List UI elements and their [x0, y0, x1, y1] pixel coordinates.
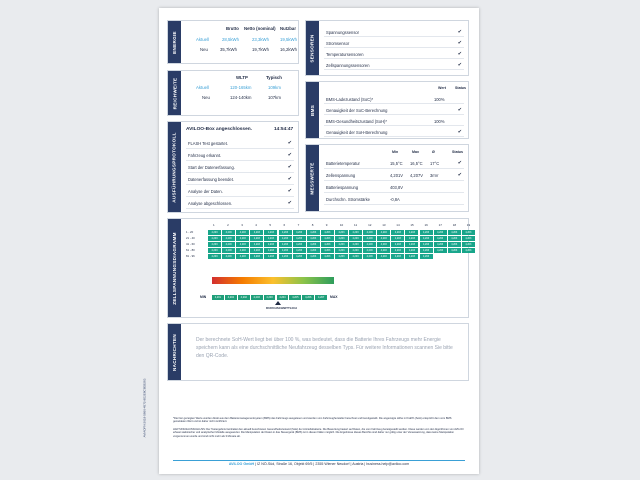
messages-panel	[167, 323, 469, 381]
cell-value: 4,203	[462, 248, 476, 253]
cell-value: 4,203	[434, 248, 448, 253]
range-band: REICHWEITE	[168, 71, 181, 115]
sensors-band: SENSOREN	[306, 21, 319, 75]
check-icon: ✔	[457, 106, 462, 113]
cell-value: 4,203	[279, 254, 293, 259]
cell-column-label: 9	[325, 223, 328, 227]
cell-value: 4,203	[349, 236, 363, 241]
measurement-value: 4,207V	[410, 173, 423, 178]
messages-text: Der berechnete SoH-Wert liegt bei über 100 %, was bedeutet, dass die Batterie Ihres Fahrzeugs mehr Energie speichern kann als eine durchschnittliche Neufahrzeug desselben Typs. Für weitere Informationen scannen Sie bitte den QR-Code.	[196, 337, 453, 359]
cell-value: 4,203	[293, 254, 307, 259]
cell-value: 4,203	[462, 242, 476, 247]
protocol-step-label: Fahrzeug erkannt.	[188, 153, 222, 158]
sensors-panel	[305, 20, 469, 76]
bms-header-value: Wert	[438, 86, 446, 90]
cell-value: 4,203	[208, 242, 222, 247]
scale-value: 4,206	[302, 295, 315, 300]
cell-value: 4,203	[321, 236, 335, 241]
protocol-step-label: Datenerfassung beendet.	[188, 177, 234, 182]
cell-column-label: 14	[396, 223, 400, 227]
cell-column-label: 19	[466, 223, 471, 227]
check-icon: ✔	[457, 50, 462, 57]
cell-value: 4,203	[377, 254, 391, 259]
cell-value: 4,203	[222, 230, 236, 235]
footer-divider	[173, 460, 465, 461]
cell-value: 4,203	[264, 230, 278, 235]
protocol-time: 14:54:47	[274, 127, 294, 132]
cell-value: 4,203	[264, 242, 278, 247]
meas-header-max: Max	[412, 150, 419, 154]
cell-column-label: 1	[213, 223, 215, 227]
check-icon: ✔	[457, 172, 462, 178]
cell-value: 4,203	[420, 230, 434, 235]
cell-value: 4,203	[208, 230, 222, 235]
measurement-value: 403,8V	[390, 185, 403, 190]
check-icon: ✔	[287, 200, 292, 206]
cell-column-label: 3	[241, 223, 243, 227]
cell-value: 4,203	[208, 248, 222, 253]
cell-value: 4,203	[208, 236, 222, 241]
check-icon: ✔	[287, 188, 292, 194]
measurement-value: 17°C	[430, 161, 440, 166]
check-icon: ✔	[457, 61, 462, 68]
cell-column-label: 4	[255, 223, 257, 227]
cell-value: 4,203	[405, 254, 419, 259]
bms-panel	[305, 81, 469, 139]
energy-cell: 16,2kWh	[280, 47, 297, 52]
cell-value: 4,203	[250, 254, 264, 259]
energy-cell: 35,7kWh	[220, 47, 237, 52]
bms-header-status: Status	[455, 86, 466, 90]
measurement-row	[324, 170, 464, 181]
cell-value: 4,203	[434, 242, 448, 247]
cell-value: 4,203	[307, 230, 321, 235]
cell-column-label: 2	[227, 223, 229, 227]
scale-value: 4,203	[251, 295, 264, 300]
cell-value: 4,203	[307, 248, 321, 253]
cell-value: 4,203	[264, 254, 278, 259]
footer-city: 2355 Wiener Neudorf	[315, 462, 350, 466]
cell-value: 4,203	[307, 242, 321, 247]
cell-value: 4,203	[293, 230, 307, 235]
average-marker-label: DURCHSCHNITTLICH	[266, 306, 297, 310]
footer: AVILOO GmbH | IZ NÖ-Süd, Straße 16, Objekt 69/5 | 2355 Wiener Neudorf | Austria | business.help@aviloo.com	[228, 462, 410, 466]
measurements-band: MESSWERTE	[306, 145, 319, 211]
cell-value: 4,203	[363, 254, 377, 259]
footer-company: AVILOO GmbH	[228, 462, 255, 466]
cell-value: 4,203	[222, 242, 236, 247]
scale-value: 4,205	[289, 295, 302, 300]
range-cell: 124-140km	[230, 95, 252, 100]
measurement-value: 16,5°C	[410, 161, 423, 166]
cell-value: 4,203	[391, 248, 405, 253]
energy-header-1: Brutto	[226, 26, 239, 31]
cell-column-label: 15	[410, 223, 414, 227]
check-icon: ✔	[457, 28, 462, 35]
cell-value: 4,203	[250, 236, 264, 241]
cell-value: 4,203	[321, 230, 335, 235]
sensor-row	[324, 60, 464, 70]
cell-value: 4,203	[448, 236, 462, 241]
cell-row-label: 61 - 80	[186, 248, 195, 252]
cell-column-label: 10	[339, 223, 344, 227]
cell-value: 4,203	[208, 254, 222, 259]
disclaimer-text: HAFTUNGSAUSSCHLUSS: Der Testergebnis beinhaltet den aktuell berechneten Gesundheitszustand (SoH) der Antriebsbatterie. Die Bewertung basiert auf Daten, die vom Fahrzeug bereitgestellt werden. Diese werden von den Algorithmen von AVILOO erfasst statistischer und analytischer Modelle ausgewertet. Die Manipulation der Daten in das Steuergerät (BMS) ist in diesen Fällen möglich. Die Ergebnisse dieses Berichts sind daher nur gültig unter der Voraussetzung, dass keine Manipulation vorgenommen wurde und sind nicht mehr als 3 Monate alt.	[173, 428, 464, 438]
cell-value: 4,203	[335, 236, 349, 241]
range-header-2: Typisch	[266, 75, 282, 80]
scale-value: 4,202	[238, 295, 251, 300]
cell-column-label: 8	[311, 223, 314, 227]
cell-column-label: 5	[269, 223, 272, 227]
check-icon: ✔	[287, 176, 292, 182]
sensor-row	[324, 38, 464, 48]
cell-value: 4,203	[448, 248, 462, 253]
sensor-row	[324, 49, 464, 59]
sensor-row	[324, 27, 464, 37]
bms-row	[324, 94, 464, 104]
protocol-panel	[167, 121, 299, 213]
cell-value: 4,203	[391, 230, 405, 235]
cell-column-label: 17	[438, 223, 442, 227]
cell-column-label: 12	[368, 223, 372, 227]
check-icon: ✔	[287, 164, 292, 170]
bms-label: BMS-Ladezustand (SoC)*	[326, 96, 374, 102]
cell-row-label: 81 - 96	[186, 254, 195, 258]
sensor-label: Temperatursensoren	[326, 51, 364, 57]
cell-value: 4,203	[391, 254, 405, 259]
bms-value: 100%	[434, 96, 445, 102]
range-row-label: Aktuell	[196, 85, 209, 90]
scale-min-label: MIN	[200, 295, 207, 299]
cell-row-label: 41 - 60	[186, 242, 195, 246]
check-icon: ✔	[457, 128, 462, 135]
protocol-step-label: Start der Datenerfassung.	[188, 165, 235, 170]
cell-value: 4,203	[448, 230, 462, 235]
cell-value: 4,203	[335, 248, 349, 253]
cell-value: 4,203	[420, 254, 434, 259]
cell-value: 4,203	[264, 248, 278, 253]
cell-value: 4,203	[236, 254, 250, 259]
scale-max-label: MAX	[330, 295, 338, 299]
protocol-step	[186, 174, 294, 185]
bms-label: Genauigkeit der SoH-Berechnung	[326, 129, 388, 135]
cell-column-label: 11	[354, 223, 358, 227]
cell-value: 4,203	[405, 242, 419, 247]
footer-address: IZ NÖ-Süd, Straße 16, Objekt 69/5	[257, 462, 313, 466]
energy-panel	[167, 20, 299, 64]
cell-value: 4,203	[405, 236, 419, 241]
voltage-gradient-bar	[212, 277, 334, 284]
measurement-row	[324, 182, 464, 193]
range-panel	[167, 70, 299, 116]
energy-band: ENERGIE	[168, 21, 181, 63]
cell-value: 4,203	[377, 248, 391, 253]
energy-row-label: Neu	[200, 47, 208, 52]
protocol-step	[186, 138, 294, 149]
check-icon: ✔	[287, 152, 292, 158]
cell-value: 4,203	[420, 242, 434, 247]
cell-value: 4,203	[462, 236, 476, 241]
sensor-label: Zellspannungssensoren	[326, 62, 370, 68]
cell-value: 4,203	[236, 248, 250, 253]
cell-value: 4,203	[420, 236, 434, 241]
measurement-label: Durchschn. Stromstärke	[326, 197, 370, 202]
cell-value: 4,203	[293, 242, 307, 247]
cell-value: 4,203	[363, 248, 377, 253]
range-cell: 120-165km	[230, 85, 252, 90]
cell-value: 4,203	[279, 230, 293, 235]
measurement-row	[324, 158, 464, 169]
cell-value: 4,203	[349, 254, 363, 259]
cell-value: 4,203	[321, 242, 335, 247]
cell-value: 4,203	[405, 248, 419, 253]
meas-header-status: Status	[452, 150, 463, 154]
measurement-value: 3mV	[430, 173, 439, 178]
cell-value: 4,203	[307, 254, 321, 259]
report-page	[142, 8, 479, 474]
protocol-step-label: FLASH Test gestartet.	[188, 141, 228, 146]
cell-row-label: 1 - 20	[186, 230, 194, 234]
scale-value: 4,203	[264, 295, 277, 300]
scale-value: 4,202	[225, 295, 238, 300]
footnote-text: *Die hier gezeigten Werte wurden direkt aus dem Batteriemanagementsystem (BMS) des Fahrzeugs ausgelesen und werden vom Fahrzeughersteller berechnet und bereitgestellt. Die angezeigte Höhe in Kraft% (SoH) entspricht dem vom BMS gemeldeten Wert und ist daher nicht zertifiziert.	[173, 417, 452, 424]
protocol-step	[186, 198, 294, 209]
cell-value: 4,203	[250, 242, 264, 247]
cell-value: 4,203	[250, 230, 264, 235]
cell-column-label: 13	[382, 223, 386, 227]
cell-value: 4,203	[377, 242, 391, 247]
report-id: AVIAOFN-2619-5866-4572-9E2E8C8EB283	[142, 378, 147, 438]
measurement-value: 4,201V	[390, 173, 403, 178]
cell-value: 4,203	[434, 236, 448, 241]
cell-value: 4,203	[434, 230, 448, 235]
cell-value: 4,203	[222, 248, 236, 253]
cell-value: 4,203	[335, 242, 349, 247]
measurement-label: Batteriespannung	[326, 185, 359, 190]
cell-value: 4,203	[236, 230, 250, 235]
energy-cell: 19,7kWh	[252, 47, 269, 52]
protocol-step-label: Analyse der Daten.	[188, 189, 223, 194]
measurement-value: -0,8A	[390, 197, 400, 202]
cell-row-label: 21 - 40	[186, 236, 195, 240]
cell-value: 4,203	[363, 230, 377, 235]
protocol-step	[186, 162, 294, 173]
bms-label: BMS-Gesundheitszustand (SoH)*	[326, 118, 387, 124]
messages-band: NACHRICHTEN	[168, 324, 181, 380]
cell-value: 4,203	[405, 230, 419, 235]
cell-value: 4,203	[448, 242, 462, 247]
cell-value: 4,203	[222, 236, 236, 241]
energy-header-3: Nutzbar	[280, 26, 296, 31]
range-cell: 107km	[268, 95, 281, 100]
protocol-step	[186, 186, 294, 197]
measurement-label: Batterietemperatur	[326, 161, 360, 166]
scale-value: 4,204	[277, 295, 290, 300]
meas-header-min: Min	[392, 150, 399, 154]
cell-value: 4,203	[321, 248, 335, 253]
cell-value: 4,203	[335, 254, 349, 259]
cell-value: 4,203	[307, 236, 321, 241]
cell-voltage-panel	[167, 218, 472, 318]
cell-value: 4,203	[363, 242, 377, 247]
voltage-scale	[212, 295, 328, 300]
cell-column-label: 16	[424, 223, 428, 227]
cell-value: 4,203	[321, 254, 335, 259]
energy-cell: 28,5kWh	[222, 37, 239, 42]
cell-value: 4,203	[462, 230, 476, 235]
footer-email[interactable]: business.help@aviloo.com	[366, 462, 410, 466]
cell-value: 4,203	[279, 236, 293, 241]
bms-value: 100%	[434, 118, 445, 124]
protocol-band: AUSFÜHRUNGSPROTOKOLL	[168, 122, 181, 212]
cell-value: 4,203	[377, 230, 391, 235]
cell-value: 4,203	[264, 236, 278, 241]
cell-value: 4,203	[222, 254, 236, 259]
cell-value: 4,203	[420, 248, 434, 253]
cell-value: 4,203	[349, 242, 363, 247]
bms-row	[324, 116, 464, 126]
cell-value: 4,203	[236, 236, 250, 241]
cell-column-label: 18	[452, 223, 457, 227]
check-icon: ✔	[287, 140, 292, 146]
cell-value: 4,203	[250, 248, 264, 253]
cell-value: 4,203	[349, 230, 363, 235]
range-row-label: Neu	[202, 95, 210, 100]
cell-value: 4,203	[236, 242, 250, 247]
measurement-value: 15,5°C	[390, 161, 403, 166]
check-icon: ✔	[457, 160, 462, 166]
measurements-panel	[305, 144, 469, 212]
cell-value: 4,203	[279, 242, 293, 247]
energy-header-2: Netto (nominal)	[244, 26, 276, 31]
bms-row	[324, 127, 464, 137]
cell-column-label: 6	[283, 223, 286, 227]
cell-value: 4,203	[391, 236, 405, 241]
protocol-title: AVILOO-Box angeschlossen.	[186, 127, 253, 132]
bms-row	[324, 105, 464, 115]
sensor-label: Spannungssensor	[326, 29, 360, 35]
cell-value: 4,203	[293, 236, 307, 241]
check-icon: ✔	[457, 39, 462, 46]
cell-value: 4,203	[377, 236, 391, 241]
range-cell: 109km	[268, 85, 281, 90]
sensor-label: Stromsensor	[326, 40, 350, 46]
energy-row-label: Aktuell	[196, 37, 209, 42]
cell-value: 4,203	[335, 230, 349, 235]
bms-label: Genauigkeit der SoC-Berechnung	[326, 107, 388, 113]
bms-band: BMS	[306, 82, 319, 138]
cell-voltage-band: ZELLSPANNUNGSDIAGRAMM	[168, 219, 181, 317]
scale-value: 4,201	[212, 295, 225, 300]
protocol-step	[186, 150, 294, 161]
footer-country: Austria	[352, 462, 364, 466]
cell-value: 4,203	[391, 242, 405, 247]
cell-column-label: 7	[297, 223, 300, 227]
energy-cell: 19,5kWh	[280, 37, 297, 42]
cell-value: 4,203	[293, 248, 307, 253]
cell-value: 4,203	[349, 248, 363, 253]
measurement-label: Zellenspannung	[326, 173, 356, 178]
average-marker-icon	[275, 301, 281, 305]
measurement-row	[324, 194, 464, 205]
cell-value: 4,203	[279, 248, 293, 253]
cell-value: 4,203	[363, 236, 377, 241]
energy-cell: 23,3kWh	[252, 37, 269, 42]
protocol-step-label: Analyse abgeschlossen.	[188, 201, 233, 206]
range-header-1: WLTP	[236, 75, 248, 80]
scale-value: 4,207	[315, 295, 328, 300]
meas-header-avg: Ø	[432, 150, 435, 154]
